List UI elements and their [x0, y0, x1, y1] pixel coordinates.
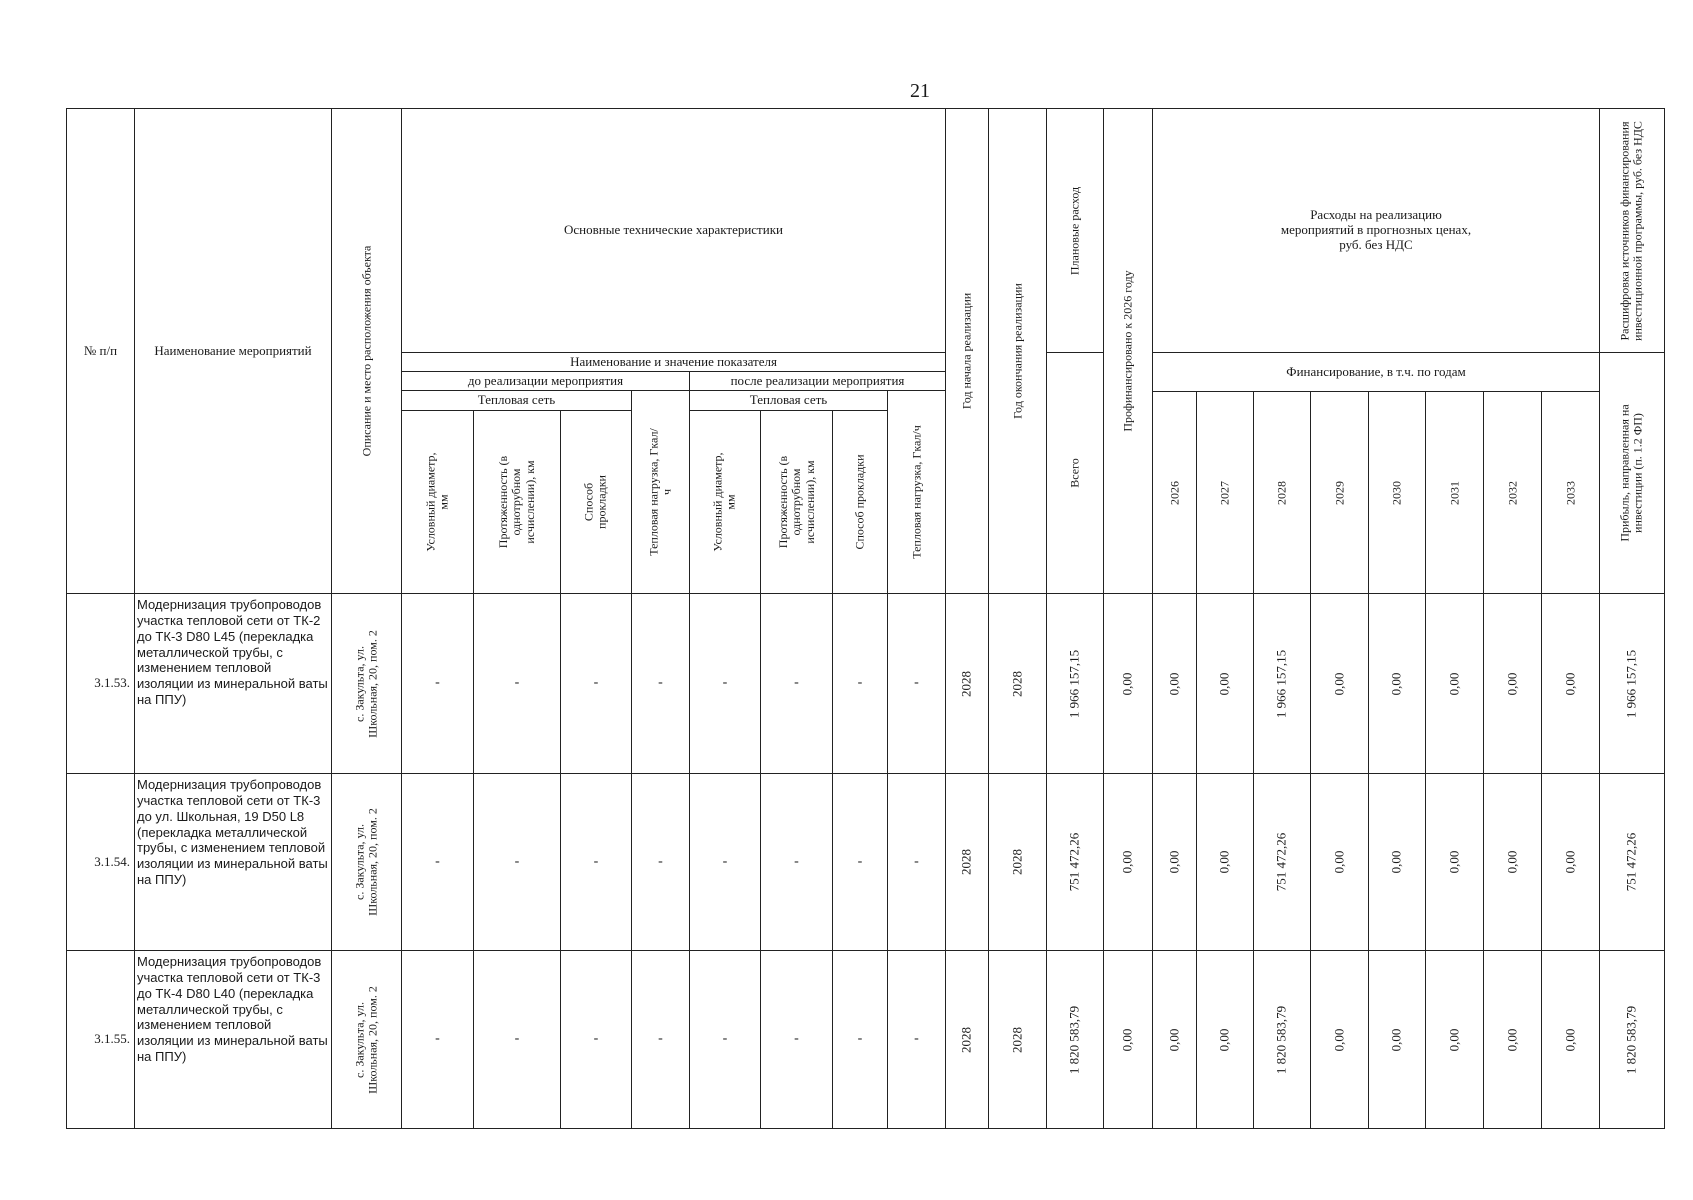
- header-year-2030-text: 2030: [1389, 480, 1404, 505]
- header-after: после реализации мероприятия: [689, 371, 946, 391]
- row-total-text: 1 966 157,15: [1066, 649, 1082, 718]
- row-total-text: 1 820 583,79: [1066, 1005, 1082, 1074]
- header-method-before: [560, 410, 632, 594]
- row-year-value-text: 0,00: [1562, 850, 1578, 874]
- header-financing: Финансирование, в т.ч. по годам: [1152, 352, 1600, 392]
- row-empty-value: -: [631, 593, 690, 774]
- row-empty-value: -: [832, 593, 888, 774]
- header-prefin: [1103, 108, 1153, 594]
- header-year-2027: [1196, 391, 1254, 594]
- header-location: [331, 108, 402, 594]
- header-year-2031: [1425, 391, 1484, 594]
- row-location-text: с. Закульта, ул. Школьная, 20, пом. 2: [352, 629, 380, 738]
- row-empty-value: -: [760, 773, 833, 951]
- row-year-value: [1196, 773, 1254, 951]
- row-empty-value: -: [560, 773, 632, 951]
- header-length-before: [473, 410, 561, 594]
- header-year-2032: [1483, 391, 1542, 594]
- row-year-start: [945, 950, 989, 1129]
- header-year-2032-text: 2032: [1504, 480, 1519, 505]
- row-year-value: [1310, 773, 1369, 951]
- header-tech: Основные технические характеристики: [401, 108, 946, 353]
- row-empty-value: -: [473, 773, 561, 951]
- row-total: [1046, 950, 1104, 1129]
- row-year-value: [1425, 950, 1484, 1129]
- row-year-value-text: 0,00: [1166, 850, 1182, 874]
- row-profit: [1599, 593, 1665, 774]
- header-load-after: [887, 390, 946, 594]
- row-empty-value: -: [689, 593, 761, 774]
- header-total: [1046, 352, 1104, 594]
- header-year-2028-text: 2028: [1274, 480, 1289, 505]
- row-total: [1046, 593, 1104, 774]
- header-method-after: [832, 410, 888, 594]
- row-year-value-text: 0,00: [1388, 672, 1404, 695]
- row-year-value-text: 751 472,26: [1273, 832, 1289, 892]
- header-year-end-text: Год окончания реализации: [1009, 283, 1024, 419]
- header-diam-after: [689, 410, 761, 594]
- row-year-start: [945, 773, 989, 951]
- row-year-end: [988, 593, 1047, 774]
- row-year-value: [1152, 950, 1197, 1129]
- header-costs: Расходы на реализацию мероприятий в прогнозных ценах, руб. без НДС: [1152, 108, 1600, 353]
- row-year-value-text: 0,00: [1331, 672, 1347, 695]
- row-year-value-text: 0,00: [1446, 850, 1462, 874]
- row-year-value-text: 0,00: [1562, 1028, 1578, 1051]
- row-name: Модернизация трубопроводов участка тепловой сети от ТК-3 до ул. Школьная, 19 D50 L8 (перекладка металлической трубы, с изменением тепловой изоляции из минеральной ваты на ППУ): [134, 773, 332, 951]
- row-year-end: [988, 773, 1047, 951]
- header-load-after-text: Тепловая нагрузка, Гкал/ч: [908, 425, 923, 559]
- row-year-value-text: 0,00: [1562, 672, 1578, 695]
- row-empty-value: -: [689, 773, 761, 951]
- row-year-end-text: 2028: [1009, 670, 1025, 697]
- row-year-value-text: 1 966 157,15: [1273, 649, 1289, 718]
- row-name: Модернизация трубопроводов участка тепловой сети от ТК-3 до ТК-4 D80 L40 (перекладка металлической трубы, с изменением тепловой изоляции из минеральной ваты на ППУ): [134, 950, 332, 1129]
- row-year-value: [1541, 950, 1600, 1129]
- row-prefin: [1103, 773, 1153, 951]
- header-length-after: [760, 410, 833, 594]
- header-year-2033-text: 2033: [1562, 480, 1577, 505]
- row-year-start-text: 2028: [958, 849, 974, 875]
- row-location: [331, 950, 402, 1129]
- header-diam-before-text: Условный диаметр, мм: [423, 452, 451, 552]
- header-method-before-text: Способ прокладки: [581, 475, 609, 529]
- row-location-text: с. Закульта, ул. Школьная, 20, пом. 2: [352, 985, 380, 1094]
- row-year-value: [1310, 950, 1369, 1129]
- header-profit-text: Прибыль, направленная на инвестиции (п. 1.2 ФП): [1617, 404, 1645, 542]
- row-empty-value: -: [631, 950, 690, 1129]
- row-prefin: [1103, 950, 1153, 1129]
- row-total: [1046, 773, 1104, 951]
- header-total-text: Всего: [1067, 458, 1082, 488]
- header-length-before-text: Протяженность (в однотрубном исчислении), км: [495, 455, 537, 549]
- header-year-2030: [1368, 391, 1426, 594]
- row-num: 3.1.54.: [66, 773, 135, 951]
- row-year-value: [1196, 593, 1254, 774]
- row-year-value: [1310, 593, 1369, 774]
- header-year-2027-text: 2027: [1217, 480, 1232, 505]
- header-name: Наименование мероприятий: [134, 108, 332, 594]
- row-year-value: [1425, 593, 1484, 774]
- header-profit: [1599, 352, 1665, 594]
- row-year-value: [1541, 773, 1600, 951]
- row-prefin-text: 0,00: [1119, 850, 1135, 874]
- row-year-value: [1196, 950, 1254, 1129]
- header-load-before: [631, 390, 690, 594]
- row-year-value: [1253, 593, 1311, 774]
- row-year-value: [1368, 950, 1426, 1129]
- row-year-value-text: 0,00: [1446, 672, 1462, 695]
- header-year-end: [988, 108, 1047, 594]
- row-empty-value: -: [631, 773, 690, 951]
- row-year-value-text: 0,00: [1331, 1028, 1347, 1051]
- row-profit: [1599, 773, 1665, 951]
- header-heatnet-after: Тепловая сеть: [689, 390, 888, 411]
- row-year-value: [1483, 593, 1542, 774]
- row-year-value: [1253, 950, 1311, 1129]
- header-plan: [1046, 108, 1104, 353]
- row-num: 3.1.53.: [66, 593, 135, 774]
- header-diam-after-text: Условный диаметр, мм: [710, 452, 738, 552]
- row-empty-value: -: [473, 950, 561, 1129]
- header-year-2029-text: 2029: [1331, 480, 1346, 505]
- row-profit-text: 1 966 157,15: [1623, 649, 1639, 718]
- row-year-value-text: 1 820 583,79: [1273, 1005, 1289, 1074]
- row-year-end-text: 2028: [1009, 1026, 1025, 1053]
- header-prefin-text: Профинансировано к 2026 году: [1120, 270, 1135, 432]
- row-year-value: [1253, 773, 1311, 951]
- row-name: Модернизация трубопроводов участка тепловой сети от ТК-2 до ТК-3 D80 L45 (перекладка металлической трубы, с изменением тепловой изоляции из минеральной ваты на ППУ): [134, 593, 332, 774]
- row-year-end-text: 2028: [1009, 849, 1025, 875]
- header-length-after-text: Протяженность (в однотрубном исчислении), км: [775, 455, 817, 549]
- row-year-value-text: 0,00: [1504, 672, 1520, 695]
- row-location: [331, 773, 402, 951]
- row-year-value: [1368, 593, 1426, 774]
- row-prefin-text: 0,00: [1119, 1028, 1135, 1051]
- row-year-start-text: 2028: [958, 1026, 974, 1053]
- header-load-before-text: Тепловая нагрузка, Гкал/ч: [646, 428, 674, 556]
- row-num: 3.1.55.: [66, 950, 135, 1129]
- row-prefin-text: 0,00: [1119, 672, 1135, 695]
- row-year-value-text: 0,00: [1166, 672, 1182, 695]
- row-empty-value: -: [560, 593, 632, 774]
- row-empty-value: -: [401, 950, 474, 1129]
- row-year-value: [1152, 773, 1197, 951]
- row-empty-value: -: [760, 593, 833, 774]
- row-empty-value: -: [832, 950, 888, 1129]
- row-year-value: [1483, 773, 1542, 951]
- header-year-start: [945, 108, 989, 594]
- row-empty-value: -: [887, 773, 946, 951]
- row-year-value: [1541, 593, 1600, 774]
- row-empty-value: -: [887, 593, 946, 774]
- row-prefin: [1103, 593, 1153, 774]
- row-empty-value: -: [832, 773, 888, 951]
- row-location: [331, 593, 402, 774]
- row-year-value-text: 0,00: [1166, 1028, 1182, 1051]
- row-total-text: 751 472,26: [1066, 832, 1082, 892]
- row-year-value-text: 0,00: [1216, 672, 1232, 695]
- header-num: № п/п: [66, 108, 135, 594]
- header-plan-text: Плановые расход: [1067, 186, 1082, 275]
- row-year-value-text: 0,00: [1216, 1028, 1232, 1051]
- header-sources-text: Расшифровка источников финансирования инвестиционной программы, руб. без НДС: [1617, 120, 1645, 341]
- row-location-text: с. Закульта, ул. Школьная, 20, пом. 2: [352, 808, 380, 916]
- row-profit-text: 1 820 583,79: [1623, 1005, 1639, 1074]
- header-method-after-text: Способ прокладки: [852, 454, 867, 550]
- row-year-value-text: 0,00: [1504, 850, 1520, 874]
- header-location-text: Описание и место расположения объекта: [358, 245, 373, 457]
- row-year-value-text: 0,00: [1446, 1028, 1462, 1051]
- header-year-2033: [1541, 391, 1600, 594]
- row-empty-value: -: [401, 593, 474, 774]
- header-year-2026-text: 2026: [1166, 480, 1181, 505]
- header-sources: [1599, 108, 1665, 353]
- row-year-end: [988, 950, 1047, 1129]
- row-year-value-text: 0,00: [1388, 850, 1404, 874]
- row-year-start: [945, 593, 989, 774]
- row-year-value-text: 0,00: [1504, 1028, 1520, 1051]
- header-year-2029: [1310, 391, 1369, 594]
- row-year-value-text: 0,00: [1216, 850, 1232, 874]
- header-before: до реализации мероприятия: [401, 371, 690, 391]
- row-year-value: [1152, 593, 1197, 774]
- header-diam-before: [401, 410, 474, 594]
- header-year-2031-text: 2031: [1446, 480, 1461, 505]
- row-year-value: [1483, 950, 1542, 1129]
- row-profit: [1599, 950, 1665, 1129]
- header-year-start-text: Год начала реализации: [959, 292, 974, 410]
- row-empty-value: -: [473, 593, 561, 774]
- row-year-value-text: 0,00: [1331, 850, 1347, 874]
- row-year-value: [1425, 773, 1484, 951]
- row-year-value-text: 0,00: [1388, 1028, 1404, 1051]
- row-empty-value: -: [760, 950, 833, 1129]
- header-year-2026: [1152, 391, 1197, 594]
- header-year-2028: [1253, 391, 1311, 594]
- page-number: 21: [910, 80, 930, 102]
- row-empty-value: -: [560, 950, 632, 1129]
- row-year-start-text: 2028: [958, 670, 974, 697]
- row-empty-value: -: [689, 950, 761, 1129]
- investment-table: [66, 108, 1664, 1128]
- row-profit-text: 751 472,26: [1623, 832, 1639, 892]
- row-empty-value: -: [401, 773, 474, 951]
- row-year-value: [1368, 773, 1426, 951]
- row-empty-value: -: [887, 950, 946, 1129]
- header-heatnet-before: Тепловая сеть: [401, 390, 632, 411]
- header-indicator: Наименование и значение показателя: [401, 352, 946, 372]
